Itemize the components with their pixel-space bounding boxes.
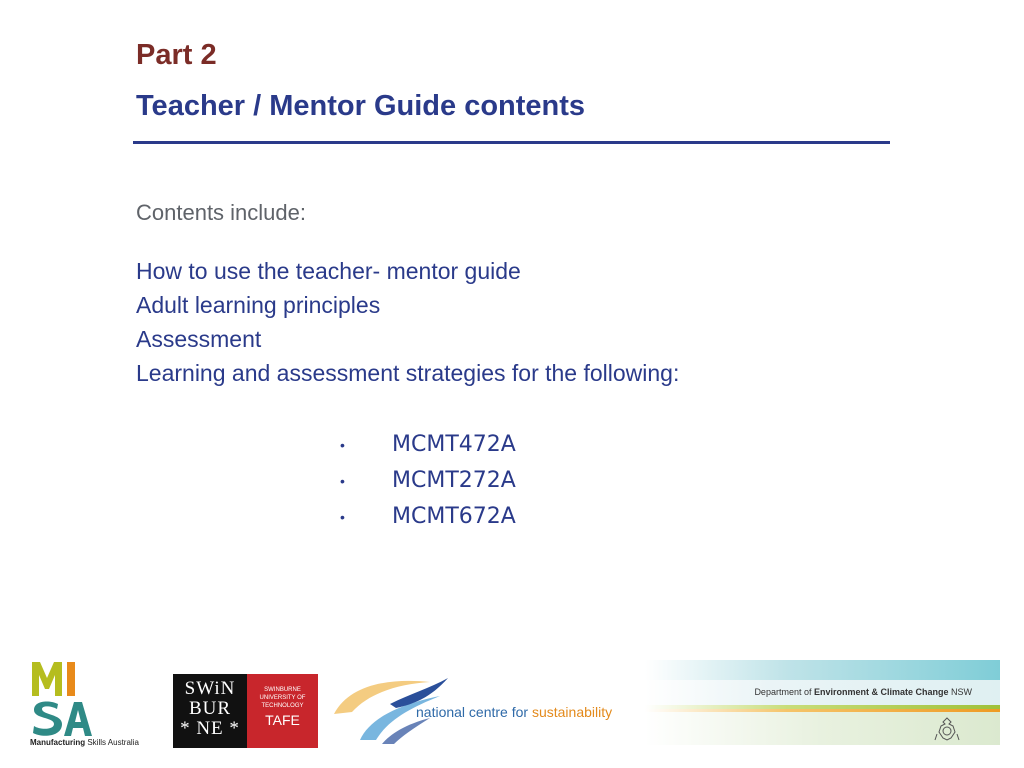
decc-banner-band: [645, 660, 1000, 680]
msa-logo-mark: [30, 658, 94, 738]
unit-code: MCMT672A: [392, 504, 516, 529]
unit-code: MCMT472A: [392, 432, 516, 457]
swinburne-logo: [173, 674, 318, 748]
swinburne-tafe-panel: SWINBURNE UNIVERSITY OF TECHNOLOGY TAFE: [247, 674, 318, 748]
ncs-wordmark: national centre for sustainability: [416, 704, 613, 720]
title-divider: [133, 141, 890, 144]
bullet-icon: •: [340, 473, 345, 489]
slide-subtitle: Teacher / Mentor Guide contents: [136, 90, 586, 122]
part-title: Part 2: [136, 39, 217, 71]
topic-item: Assessment: [136, 326, 262, 352]
msa-caption: Manufacturing Skills Australia: [30, 738, 139, 747]
msa-logo: [30, 658, 150, 750]
topic-item: Learning and assessment strategies for the following:: [136, 360, 680, 386]
topics-list: [136, 254, 679, 390]
swinburne-wordmark: SWiN BUR * NE *: [173, 674, 247, 748]
decc-wordmark: Department of Environment & Climate Change NSW: [754, 687, 972, 697]
bullet-icon: •: [340, 437, 345, 453]
nsw-crest-icon: [933, 716, 961, 742]
decc-nsw-logo: [645, 660, 1000, 745]
bullet-icon: •: [340, 509, 345, 525]
unit-code: MCMT272A: [392, 468, 516, 493]
logo-footer: [0, 650, 1024, 760]
topic-item: Adult learning principles: [136, 292, 381, 318]
topic-item: How to use the teacher- mentor guide: [136, 258, 521, 284]
contents-label: Contents include:: [136, 200, 306, 225]
ncs-logo: [330, 674, 635, 746]
